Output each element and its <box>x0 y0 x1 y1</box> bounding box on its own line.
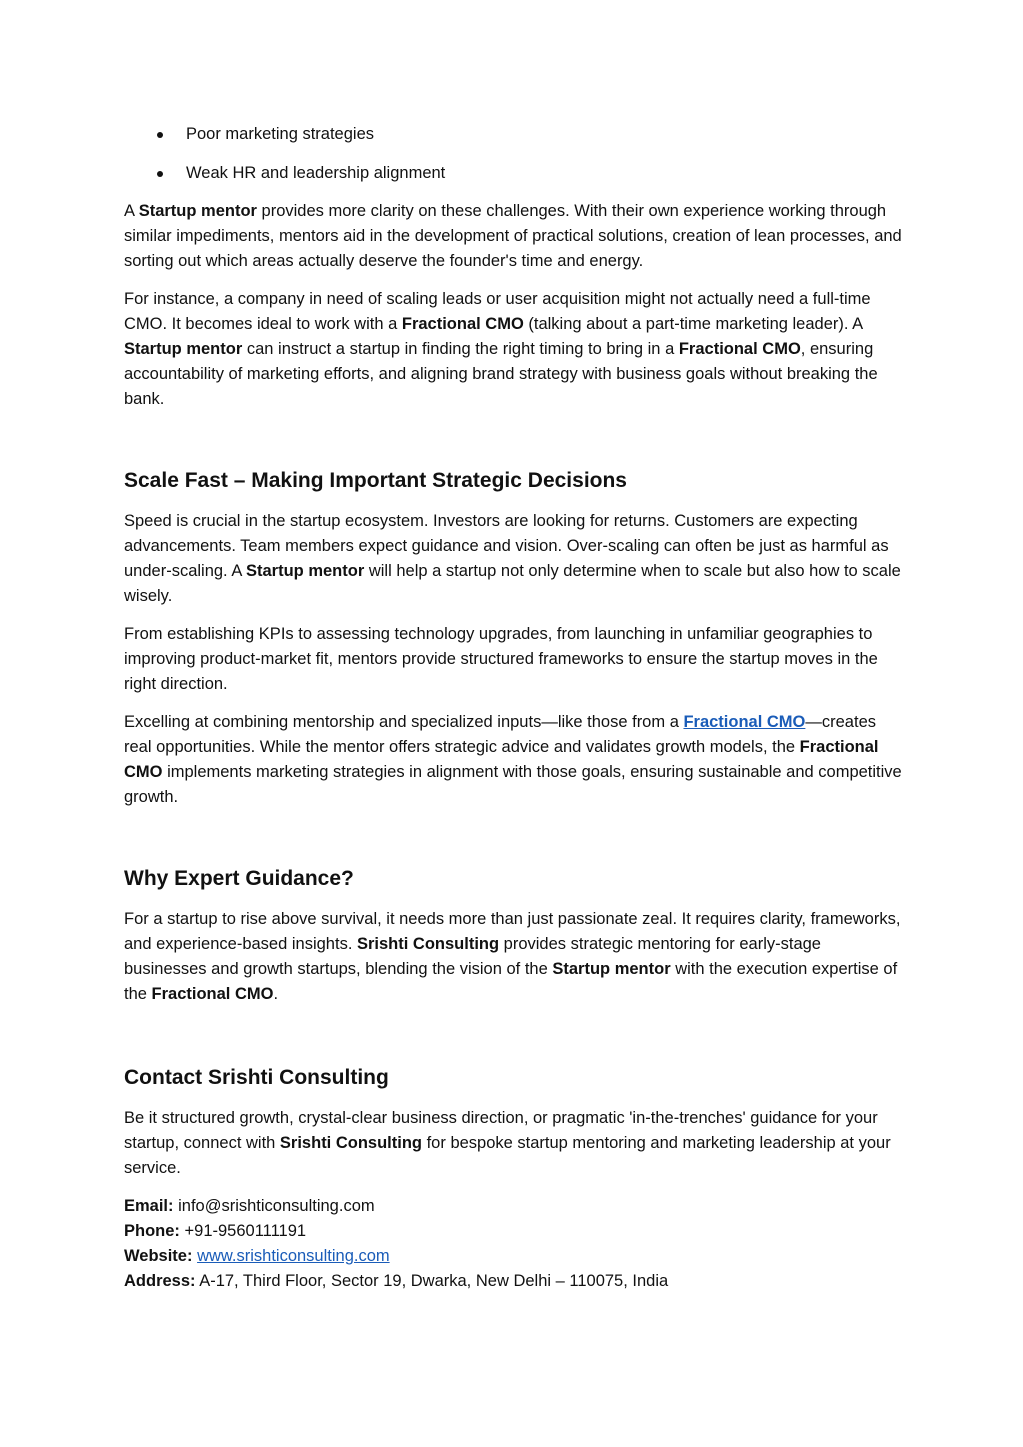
section-heading-expert-guidance: Why Expert Guidance? <box>124 867 354 890</box>
address-line: Address: A-17, Third Floor, Sector 19, Dwarka, New Delhi – 110075, India <box>124 1272 669 1290</box>
website-line: Website: www.srishticonsulting.com <box>124 1247 390 1265</box>
contact-details <box>124 1194 904 1294</box>
scale-paragraph-1: Speed is crucial in the startup ecosystem. Investors are looking for returns. Customers are expecting advancements. Team members expect guidance and vision. Over-scaling can often be just as harmful as under-scaling. A Startup mentor will help a startup not only determine when to scale but also how to scale wisely. <box>124 512 901 605</box>
list-item: Poor marketing strategies <box>124 122 904 147</box>
address-value: A-17, Third Floor, Sector 19, Dwarka, New Delhi – 110075, India <box>195 1272 669 1290</box>
email-line: Email: info@srishticonsulting.com <box>124 1197 375 1215</box>
intro-paragraph: A Startup mentor provides more clarity on these challenges. With their own experience working through similar impediments, mentors aid in the development of practical solutions, creation of lean processes, and sorting out which areas actually deserve the founder's time and energy. <box>124 202 902 270</box>
website-link[interactable]: www.srishticonsulting.com <box>197 1247 390 1265</box>
list-item: Weak HR and leadership alignment <box>124 161 904 186</box>
section-heading-scale-fast: Scale Fast – Making Important Strategic Decisions <box>124 469 627 492</box>
example-paragraph: For instance, a company in need of scaling leads or user acquisition might not actually need a full-time CMO. It becomes ideal to work with a Fractional CMO (talking about a part-time marketing leader). A Startup mentor can instruct a startup in finding the right timing to bring in a Fractional CMO, ensuring accountability of marketing efforts, and aligning brand strategy with business goals without breaking the bank. <box>124 290 878 408</box>
document-page <box>124 122 904 1294</box>
bullet-icon <box>157 171 163 177</box>
phone-line: Phone: +91-9560111191 <box>124 1222 307 1240</box>
scale-paragraph-3: Excelling at combining mentorship and specialized inputs—like those from a Fractional CMO—creates real opportunities. While the mentor offers strategic advice and validates growth models, the Fractional CMO implements marketing strategies in alignment with those goals, ensuring sustainable and competitive growth. <box>124 713 902 806</box>
email-value: info@srishticonsulting.com <box>173 1197 375 1215</box>
challenge-list <box>124 122 904 186</box>
contact-paragraph: Be it structured growth, crystal-clear business direction, or pragmatic 'in-the-trenches' guidance for your startup, connect with Srishti Consulting for bespoke startup mentoring and marketing leadership at your service. <box>124 1109 891 1177</box>
section-heading-contact: Contact Srishti Consulting <box>124 1066 389 1089</box>
phone-value: +91-9560111191 <box>179 1222 307 1240</box>
guidance-paragraph: For a startup to rise above survival, it needs more than just passionate zeal. It requires clarity, frameworks, and experience-based insights. Srishti Consulting provides strategic mentoring for early-stage businesses and growth startups, blending the vision of the Startup mentor with the execution expertise of the Fractional CMO. <box>124 910 901 1003</box>
bullet-icon <box>157 132 163 138</box>
fractional-cmo-link[interactable]: Fractional CMO <box>683 713 806 731</box>
scale-paragraph-2: From establishing KPIs to assessing technology upgrades, from launching in unfamiliar geographies to improving product-market fit, mentors provide structured frameworks to ensure the startup moves in the right direction. <box>124 625 878 693</box>
